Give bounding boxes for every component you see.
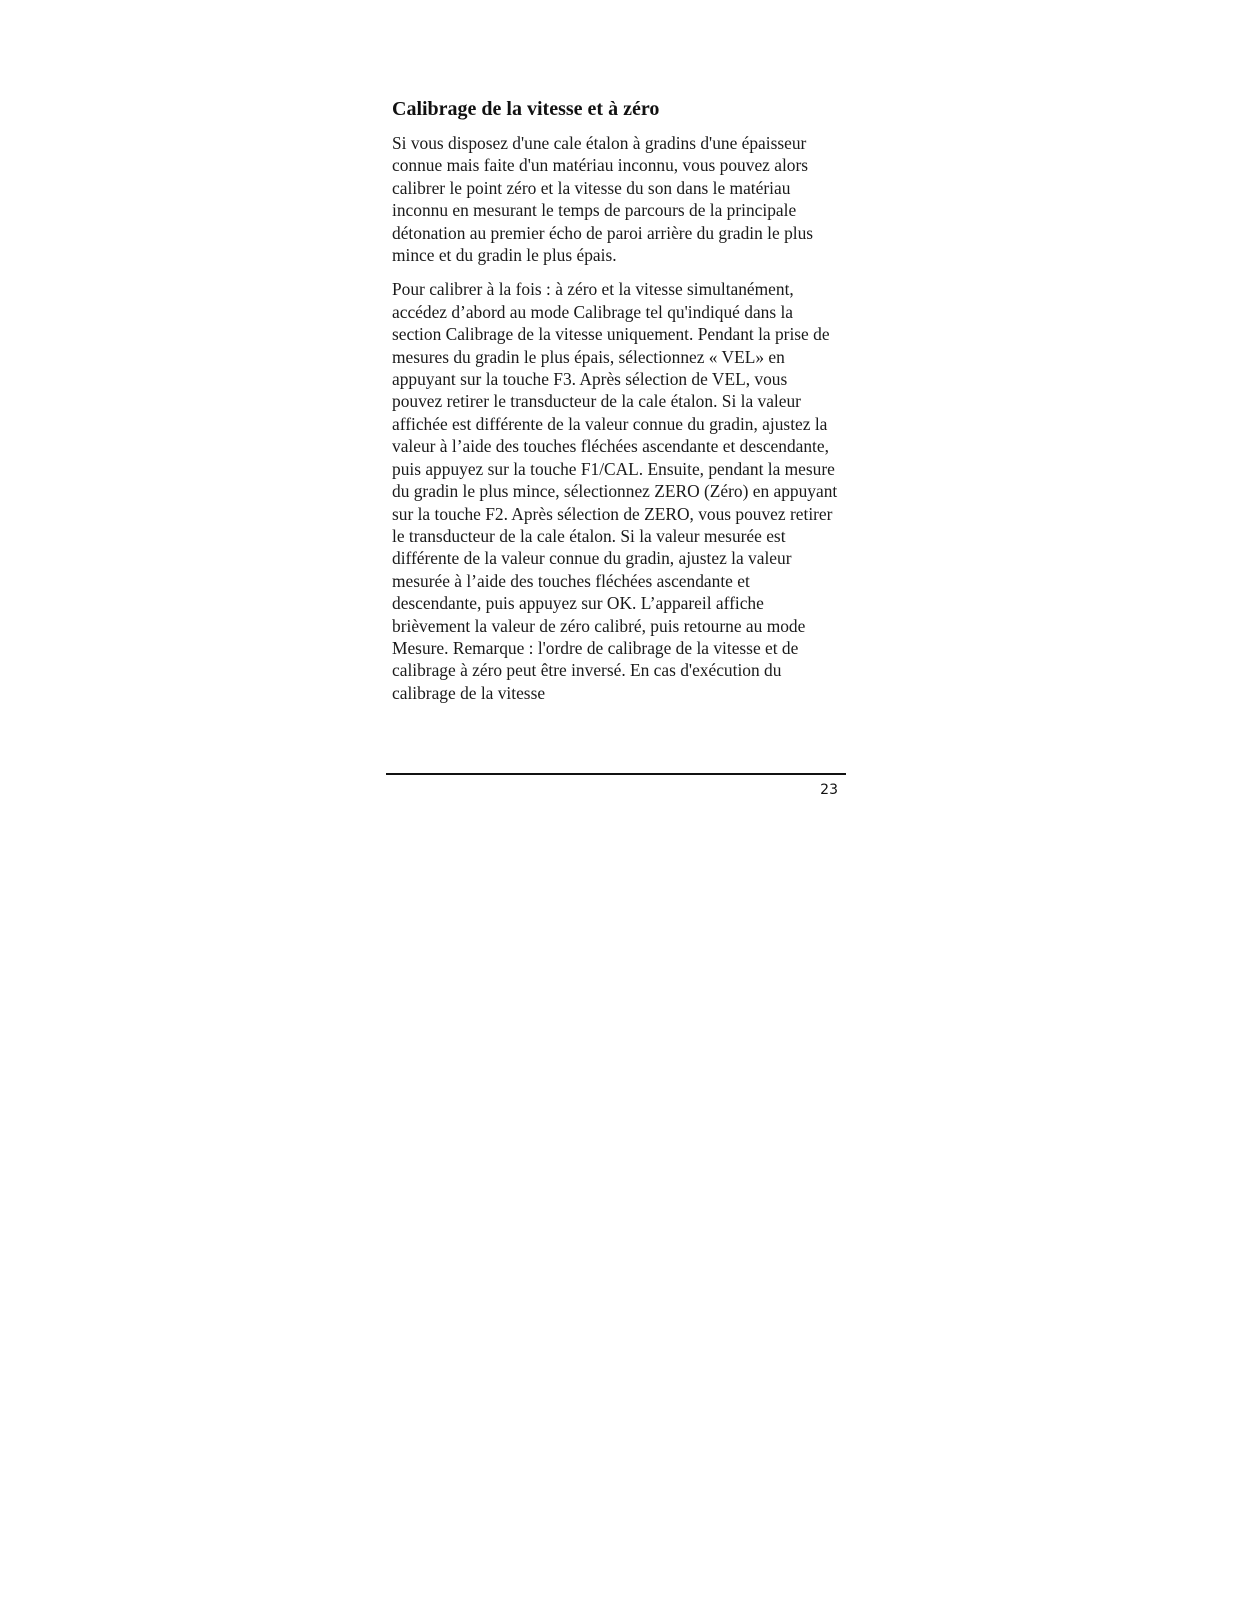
footer-divider [386, 773, 846, 775]
paragraph-procedure: Pour calibrer à la fois : à zéro et la vitesse simultanément, accédez d’abord au mode Calibrage tel qu'indiqué dans la section Calibrage de la vitesse uniquement. Pendant la prise de mesures du gradin le plus épais, sélectionnez « VEL» en appuyant sur la touche F3. Après sélection de VEL, vous pouvez retirer le transducteur de la cale étalon. Si la valeur affichée est différente de la valeur connue du gradin, ajustez la valeur à l’aide des touches fléchées ascendante et descendante, puis appuyez sur la touche F1/CAL. Ensuite, pendant la mesure du gradin le plus mince, sélectionnez ZERO (Zéro) en appuyant sur la touche F2. Après sélection de ZERO, vous pouvez retirer le transducteur de la cale étalon. Si la valeur mesurée est différente de la valeur connue du gradin, ajustez la valeur mesurée à l’aide des touches fléchées ascendante et descendante, puis appuyez sur OK. L’appareil affiche brièvement la valeur de zéro calibré, puis retourne au mode Mesure. Remarque : l'ordre de calibrage de la vitesse et de calibrage à zéro peut être inversé. En cas d'exécution du calibrage de la vitesse [392, 279, 838, 703]
page-content [392, 96, 839, 716]
page-number: 23 [820, 782, 838, 798]
section-title: Calibrage de la vitesse et à zéro [392, 98, 660, 120]
paragraph-intro: Si vous disposez d'une cale étalon à gradins d'une épaisseur connue mais faite d'un matériau inconnu, vous pouvez alors calibrer le point zéro et la vitesse du son dans le matériau inconnu en mesurant le temps de parcours de la principale détonation au premier écho de paroi arrière du gradin le plus mince et du gradin le plus épais. [392, 133, 814, 266]
